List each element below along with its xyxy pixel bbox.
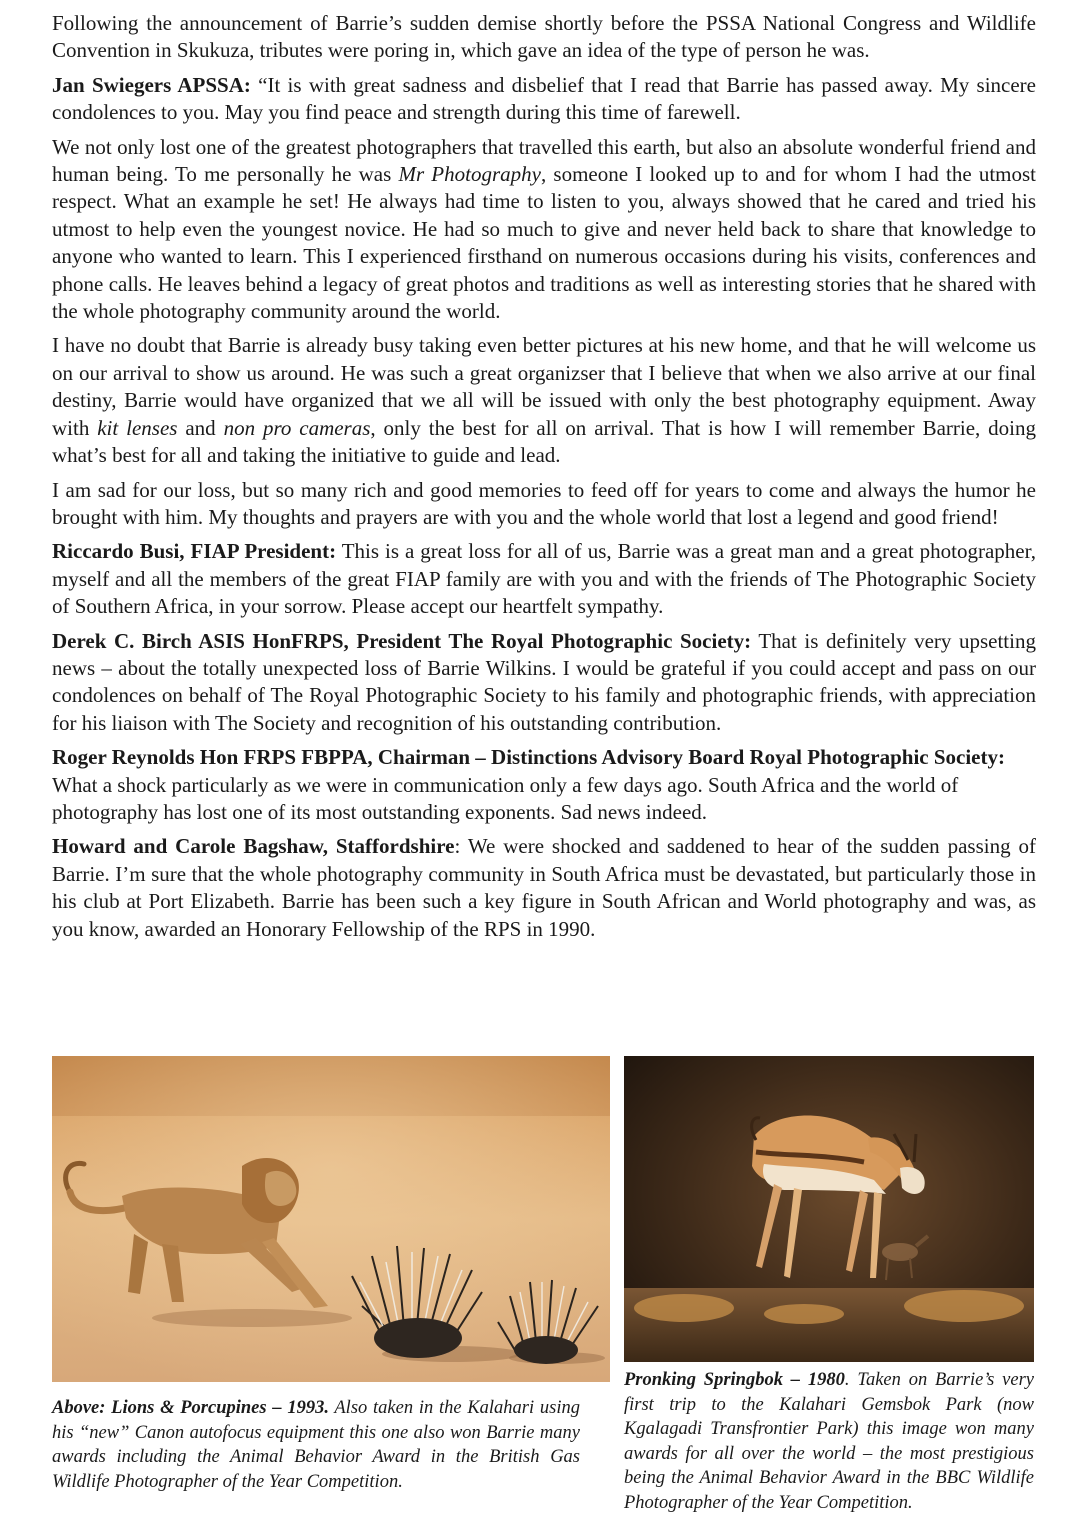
tribute-author: Jan Swiegers APSSA: [52, 72, 251, 97]
caption-title: Pronking Springbok – 1980 [624, 1370, 845, 1390]
lions-porcupines-photo [52, 1056, 610, 1382]
tribute-jan-swiegers-p4: I am sad for our loss, but so many rich and good memories to feed off for years to come and always the humor he brought with him. My thoughts and prayers are with you and the whole world that lost a legend and good friend! [52, 477, 1036, 529]
tribute-riccardo-busi: Riccardo Busi, FIAP President: This is a great loss for all of us, Barrie was a great man and a great photographer, myself and all the members of the great FIAP family are with you and with the friends of The Photographic Society of Southern Africa, in your sorrow. Please accept our heartfelt sympathy. [52, 539, 1036, 619]
tribute-jan-swiegers-p3: I have no doubt that Barrie is already busy taking even better pictures at his new home, and that he will welcome us on our arrival to show us around. He was such a great organizser that I believe that when we also arrive at our final destiny, Barrie would have organized that we all will be issued with only the best photography equipment. Away with kit lenses and non pro cameras, only the best for all on arrival. That is how I will remember Barrie, doing what’s best for all and taking the initiative to guide and lead. [52, 333, 1037, 468]
article-body [52, 10, 1036, 950]
tribute-author: Roger Reynolds Hon FRPS FBPPA, Chairman – Distinctions Advisory Board Royal Photographic Society: [52, 745, 1005, 770]
tribute-author: Howard and Carole Bagshaw, Staffordshire [52, 834, 455, 859]
tribute-bagshaw: Howard and Carole Bagshaw, Staffordshire: We were shocked and saddened to hear of the sudden passing of Barrie. I’m sure that the whole photography community in South Africa must be devastated, but particularly those in his club at Port Elizabeth. Barrie has been such a key figure in South African and World photography and was, as you know, awarded an Honorary Fellowship of the RPS in 1990. [52, 834, 1036, 941]
pronking-springbok-image [624, 1056, 1034, 1362]
caption-title: Above: Lions & Porcupines – 1993. [52, 1398, 329, 1418]
tribute-derek-birch: Derek C. Birch ASIS HonFRPS, President The Royal Photographic Society: That is definitely very upsetting news – about the totally unexpected loss of Barrie Wilkins. I would be grateful if you could accept and pass on our condolences on behalf of The Royal Photographic Society to his family and photographic friends, with appreciation for his liaison with The Society and recognition of his outstanding contribution. [52, 628, 1036, 735]
caption-lions-porcupines: Above: Lions & Porcupines – 1993. Also taken in the Kalahari using his “new” Canon autofocus equipment this one also won Barrie many awards including the Animal Behavior Award in the British Gas Wildlife Photographer of the Year Competition. [52, 1398, 580, 1492]
tribute-author: Derek C. Birch ASIS HonFRPS, President The Royal Photographic Society: [52, 628, 752, 653]
tribute-jan-swiegers-p2: We not only lost one of the greatest photographers that travelled this earth, but also an absolute wonderful friend and human being. To me personally he was Mr Photography, someone I looked up to and for whom I had the utmost respect. What an example he set! He always had time to listen to you, always showed that he cared and tried his utmost to help even the youngest novice. He had so much to give and never held back to share that knowledge to anyone who wanted to learn. This I experienced firsthand on numerous occasions during his visits, conferences and phone calls. He leaves behind a legacy of great photos and traditions as well as interesting stories that he shared with the whole photography community around the world. [52, 134, 1037, 324]
lions-porcupines-image [52, 1056, 610, 1382]
tribute-author: Riccardo Busi, FIAP President: [52, 539, 337, 564]
caption-pronking-springbok: Pronking Springbok – 1980. Taken on Barrie’s very first trip to the Kalahari Gemsbok Park (now Kgalagadi Transfrontier Park) this image won many awards for all over the world – the most prestigious being the Animal Behavior Award in the BBC Wildlife Photographer of the Year Competition. [624, 1370, 1035, 1513]
pronking-springbok-photo [624, 1056, 1034, 1362]
tribute-jan-swiegers: Jan Swiegers APSSA: “It is with great sadness and disbelief that I read that Barrie has passed away. My sincere condolences to you. May you find peace and strength during this time of farewell. [52, 72, 1036, 125]
intro-paragraph: Following the announcement of Barrie’s sudden demise shortly before the PSSA National Congress and Wildlife Convention in Skukuza, tributes were poring in, which gave an idea of the type of person he was. [52, 11, 1036, 63]
tribute-roger-reynolds: Roger Reynolds Hon FRPS FBPPA, Chairman – Distinctions Advisory Board Royal Photographic Society: What a shock particularly as we were in communication only a few days ago. South Africa and the world of photography has lost one of its most outstanding exponents. Sad news indeed. [52, 745, 1005, 824]
